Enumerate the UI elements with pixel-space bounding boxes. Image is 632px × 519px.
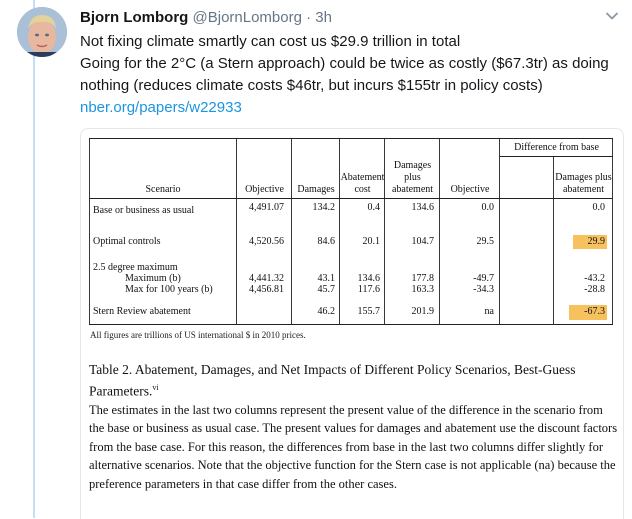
row-label-base: Base or business as usual bbox=[93, 205, 195, 216]
cell-damages: 134.2 bbox=[312, 202, 335, 213]
table-footnote: All figures are trillions of US international $ in 2010 prices. bbox=[90, 330, 306, 340]
cell-abatement: 20.1 bbox=[362, 236, 380, 247]
row-label-group: 2.5 degree maximum bbox=[93, 262, 178, 273]
avatar-image bbox=[17, 7, 67, 57]
avatar[interactable] bbox=[17, 7, 67, 57]
cell-dpa: 104.7 bbox=[411, 236, 434, 247]
col-dpa-l3: abatement bbox=[391, 184, 434, 195]
cell-abatement: 155.7 bbox=[357, 306, 380, 317]
cell-objective: 4,441.32 bbox=[249, 273, 284, 284]
col-dpa-l2: plus bbox=[404, 172, 421, 183]
col-diff-dpa-l2: abatement bbox=[562, 184, 605, 195]
cell-damages: 46.2 bbox=[317, 306, 335, 317]
col-objective: Objective bbox=[245, 184, 284, 195]
cell-damages: 43.1 bbox=[317, 273, 335, 284]
cell-objective: 4,456.81 bbox=[249, 284, 284, 295]
thread-line bbox=[33, 0, 35, 518]
table-caption bbox=[89, 361, 619, 493]
row-label-maximum: Maximum (b) bbox=[125, 273, 181, 284]
cell-diff-objective: 29.5 bbox=[476, 236, 494, 247]
cell-dpa: 177.8 bbox=[411, 273, 434, 284]
cell-objective: 4,491.07 bbox=[249, 202, 284, 213]
cell-abatement: 117.6 bbox=[357, 284, 380, 295]
cell-damages: 45.7 bbox=[317, 284, 335, 295]
caption-title-text: Table 2. Abatement, Damages, and Net Impacts of Different Policy Scenarios, Best-Guess Parameters. bbox=[89, 362, 576, 399]
cell-diff-dpa: 0.0 bbox=[592, 202, 605, 213]
cell-dpa: 201.9 bbox=[411, 306, 434, 317]
row-label-stern: Stern Review abatement bbox=[93, 306, 191, 317]
col-diff-objective: Objective bbox=[450, 184, 490, 195]
results-table bbox=[89, 138, 613, 326]
col-diff-dpa-l1: Damages plus bbox=[555, 172, 612, 183]
author-name[interactable]: Bjorn Lomborg bbox=[80, 9, 189, 26]
tweet-link[interactable]: nber.org/papers/w22933 bbox=[80, 99, 242, 116]
row-label-max100: Max for 100 years (b) bbox=[125, 284, 213, 295]
tweet-line: Not fixing climate smartly can cost us $29.9 trillion in total bbox=[80, 33, 461, 50]
col-dpa-l1: Damages bbox=[393, 160, 432, 171]
cell-diff-objective: 0.0 bbox=[481, 202, 494, 213]
cell-diff-dpa: -67.3 bbox=[584, 306, 605, 317]
cell-diff-objective: na bbox=[484, 306, 494, 317]
cell-objective: 4,520.56 bbox=[249, 236, 284, 247]
col-scenario: Scenario bbox=[145, 184, 181, 195]
cell-diff-objective: -34.3 bbox=[473, 284, 494, 295]
cell-diff-dpa: 29.9 bbox=[587, 236, 605, 247]
cell-abatement: 0.4 bbox=[367, 202, 380, 213]
cell-diff-dpa: -43.2 bbox=[584, 273, 605, 284]
col-group-difference: Difference from base bbox=[514, 142, 599, 153]
attached-image[interactable] bbox=[80, 128, 624, 519]
row-label-optimal: Optimal controls bbox=[93, 236, 161, 247]
chevron-down-icon[interactable] bbox=[604, 8, 620, 24]
tweet-line: Going for the 2°C (a Stern approach) could be twice as costly ($67.3tr) as doing bbox=[80, 55, 609, 72]
col-abatement-l2: cost bbox=[354, 184, 371, 195]
caption-title bbox=[89, 361, 619, 401]
cell-diff-dpa: -28.8 bbox=[584, 284, 605, 295]
author-handle[interactable]: @BjornLomborg bbox=[192, 9, 302, 26]
col-damages: Damages bbox=[297, 184, 335, 195]
table-rules bbox=[89, 138, 613, 326]
col-abatement-l1: Abatement bbox=[340, 172, 385, 183]
cell-abatement: 134.6 bbox=[357, 273, 380, 284]
tweet-time[interactable]: 3h bbox=[315, 9, 332, 26]
caption-title-sup: vi bbox=[152, 383, 159, 392]
separator-dot: · bbox=[306, 9, 312, 26]
tweet-header bbox=[80, 9, 332, 26]
caption-body: The estimates in the last two columns represent the present value of the difference in the scenario from the base or business as usual case. The present values for damages and abatement use the discount factors from the base case. For this reason, the differences from base in the last two columns differ slightly for alternative scenarios. Note that the objective function for the Stern case is not applicable (na) because the preference parameters in that case differ from the other cases. bbox=[89, 402, 618, 491]
cell-dpa: 134.6 bbox=[411, 202, 434, 213]
cell-damages: 84.6 bbox=[317, 236, 335, 247]
tweet-line: nothing (reduces climate costs $46tr, but incurs $155tr in policy costs) bbox=[80, 77, 543, 94]
cell-diff-objective: -49.7 bbox=[473, 273, 494, 284]
cell-dpa: 163.3 bbox=[411, 284, 434, 295]
tweet-text bbox=[80, 31, 620, 119]
